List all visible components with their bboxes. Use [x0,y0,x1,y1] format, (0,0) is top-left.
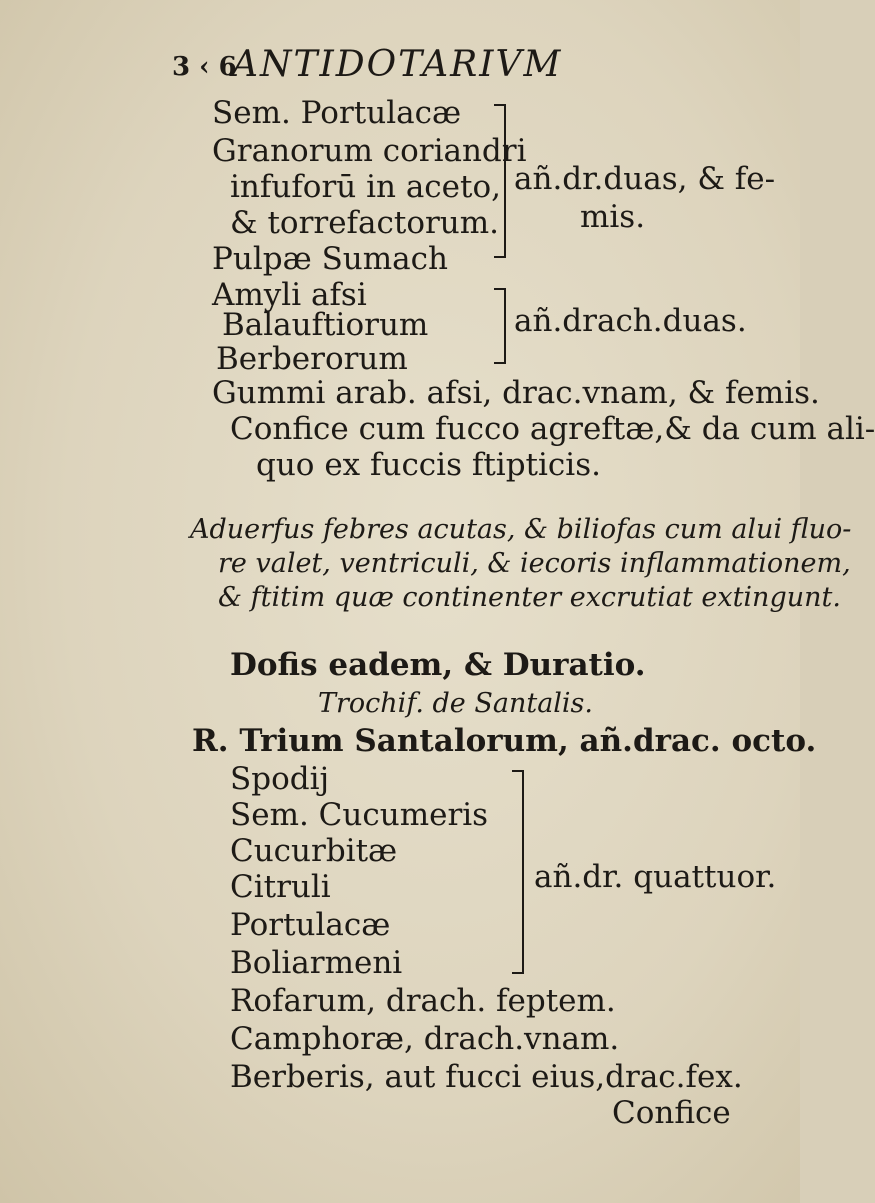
dose-text: mis. [580,199,646,235]
ingredient-line: R. Trium Santalorum, añ.drac. octo. [192,723,817,759]
dose-text: añ.drach.duas. [514,303,747,339]
running-title: ANTIDOTARIVM [232,44,563,85]
ingredient-line: & torrefactorum. [230,205,500,241]
dose-text: añ.dr. quattuor. [534,859,777,895]
dose-text: añ.dr.duas, & fe- [514,161,776,197]
section-title: Trochif. de Santalis. [318,688,593,719]
ingredient-line: Balauftiorum [222,307,429,343]
note-line: re valet, ventriculi, & iecoris inflammationem, [218,548,851,579]
text-line: quo ex fuccis ftipticis. [256,447,601,483]
catchword: Confice [612,1095,731,1131]
note-line: Aduerfus febres acutas, & biliofas cum alui fluo- [190,514,852,545]
dosis-line: Dofis eadem, & Duratio. [230,647,646,683]
brace-bracket [512,770,524,974]
ingredient-line: Boliarmeni [230,945,403,981]
brace-bracket [494,104,506,258]
ingredient-line: infuforū in aceto, [230,169,501,205]
ingredient-line: Granorum coriandri [212,133,527,169]
note-line: & ftitim quæ continenter excrutiat extingunt. [218,582,841,613]
ingredient-line: Rofarum, drach. feptem. [230,983,616,1019]
ingredient-line: Cucurbitæ [230,833,398,869]
page-number: 3 ‹ 6 [172,52,237,82]
ingredient-line: Citruli [230,869,331,905]
ingredient-line: Pulpæ Sumach [212,241,448,277]
ingredient-line: Berberis, aut fucci eius,drac.fex. [230,1059,743,1095]
ingredient-line: Berberorum [216,341,408,377]
ingredient-line: Portulacæ [230,907,391,943]
ingredient-line: Gummi arab. afsi, drac.vnam, & femis. [212,375,820,411]
ingredient-line: Sem. Portulacæ [212,95,462,131]
brace-bracket [494,288,506,364]
ingredient-line: Camphoræ, drach.vnam. [230,1021,620,1057]
text-line: Confice cum fucco agreftæ,& da cum ali- [230,411,875,447]
ingredient-line: Amyli afsi [212,277,367,313]
ingredient-line: Sem. Cucumeris [230,797,489,833]
ingredient-line: Spodij [230,761,330,797]
